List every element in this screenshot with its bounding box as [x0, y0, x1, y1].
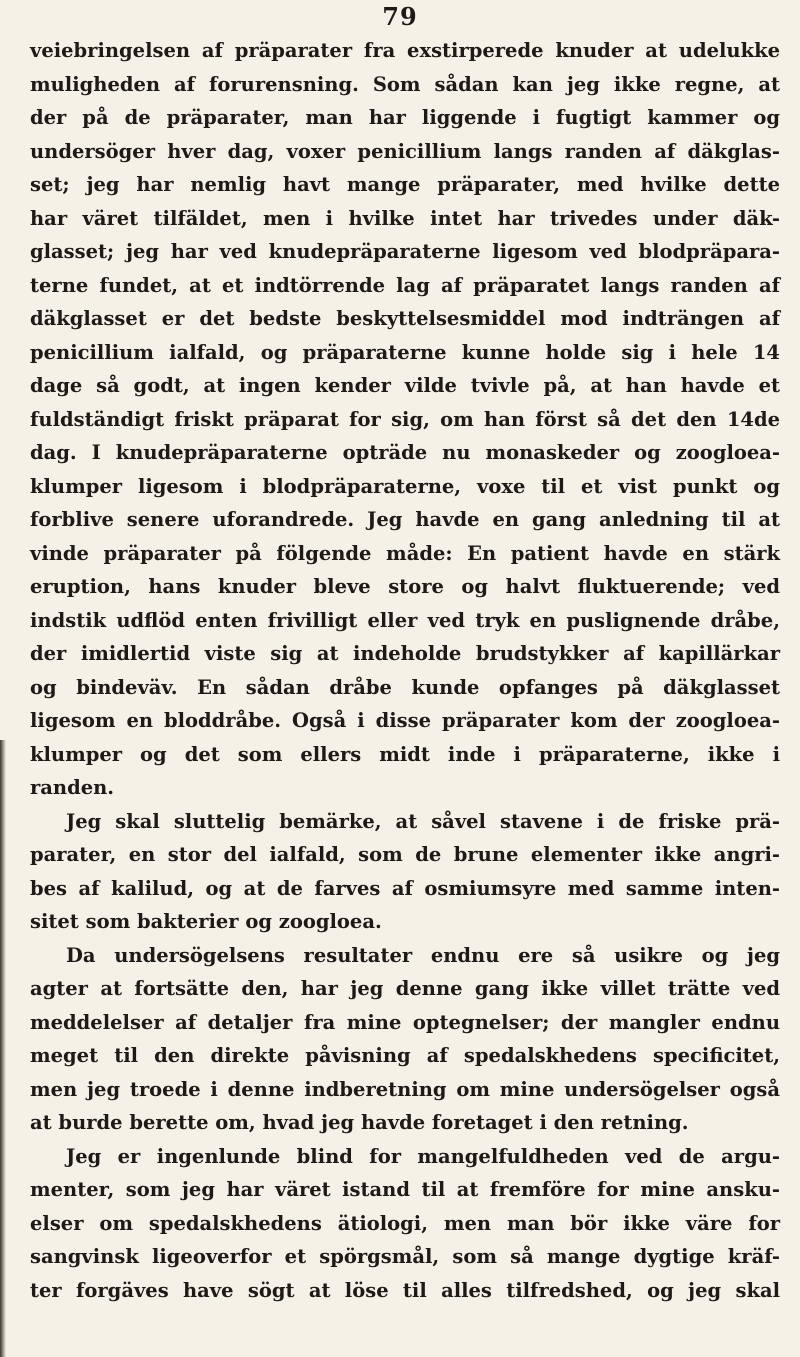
text-line: dag. I knudepräparaterne opträde nu monaskeder og zoogloea- — [30, 441, 780, 464]
text-line: ter forgäves have sögt at löse til alles tilfredshed, og jeg skal — [30, 1278, 780, 1302]
text-line: der på de präparater, man har liggende i fugtigt kammer og — [30, 106, 780, 129]
text-line: indstik udflöd enten frivilligt eller ved tryk en puslignende dråbe, — [30, 608, 780, 632]
text-line: veiebringelsen af präparater fra exstirperede knuder at udelukke — [30, 39, 780, 62]
text-line: muligheden af forurensning. Som sådan kan jeg ikke regne, at — [30, 72, 780, 96]
text-line: eruption, hans knuder bleve store og halvt fluktuerende; ved — [30, 575, 780, 598]
text-line: fuldständigt friskt präparat for sig, om han först så det den 14de — [30, 407, 780, 431]
text-line: glasset; jeg har ved knudepräparaterne ligesom ved blodpräpara- — [30, 240, 780, 263]
text-line: vinde präparater på fölgende måde: En patient havde en stärk — [30, 541, 780, 565]
text-line: meddelelser af detaljer fra mine optegnelser; der mangler endnu — [30, 1010, 780, 1034]
text-line: bes af kalilud, og at de farves af osmiumsyre med samme inten- — [30, 876, 780, 900]
text-line: ligesom en bloddråbe. Også i disse präparater kom der zoogloea- — [30, 709, 780, 732]
text-line: set; jeg har nemlig havt mange präparater, med hvilke dette — [30, 173, 780, 196]
text-line: klumper ligesom i blodpräparaterne, voxe til et vist punkt og — [30, 474, 780, 498]
text-line: klumper og det som ellers midt inde i präparaterne, ikke i — [30, 742, 780, 766]
text-line: der imidlertid viste sig at indeholde brudstykker af kapillärkar — [30, 642, 780, 665]
text-line: randen. — [30, 776, 115, 799]
page-number: 79 — [382, 2, 418, 31]
text-line: Da undersögelsens resultater endnu ere så usikre og jeg — [66, 943, 780, 967]
text-line: agter at fortsätte den, har jeg denne gang ikke villet trätte ved — [30, 977, 780, 1000]
text-line: elser om spedalskhedens ätiologi, men man bör ikke väre for — [30, 1211, 780, 1235]
text-line: parater, en stor del ialfald, som de brune elementer ikke angri- — [30, 843, 780, 866]
text-line: at burde berette om, hvad jeg havde foretaget i den retning. — [30, 1111, 689, 1134]
page-edge-shadow — [0, 740, 6, 1357]
text-line: sitet som bakterier og zoogloea. — [30, 910, 382, 933]
text-line: sangvinsk ligeoverfor et spörgsmål, som så mange dygtige kräf- — [30, 1245, 780, 1268]
text-line: meget til den direkte påvisning af spedalskhedens specificitet, — [30, 1044, 780, 1067]
text-line: forblive senere uforandrede. Jeg havde en gang anledning til at — [30, 508, 780, 531]
text-line: har väret tilfäldet, men i hvilke intet har trivedes under däk- — [30, 206, 780, 230]
text-line: penicillium ialfald, og präparaterne kunne holde sig i hele 14 — [30, 340, 780, 364]
text-line: Jeg er ingenlunde blind for mangelfuldheden ved de argu- — [66, 1144, 780, 1168]
text-line: undersöger hver dag, voxer penicillium langs randen af däkglas- — [30, 139, 780, 163]
text-line: men jeg troede i denne indberetning om mine undersögelser også — [30, 1077, 780, 1101]
text-line: menter, som jeg har väret istand til at fremföre for mine ansku- — [30, 1178, 780, 1201]
body-text — [30, 34, 780, 1307]
text-line: dage så godt, at ingen kender vilde tvivle på, at han havde et — [30, 374, 780, 397]
text-line: og bindeväv. En sådan dråbe kunde opfanges på däkglasset — [30, 675, 780, 699]
text-line: Jeg skal sluttelig bemärke, at såvel stavene i de friske prä- — [66, 809, 780, 833]
text-line: däkglasset er det bedste beskyttelsesmiddel mod indträngen af — [30, 307, 780, 330]
text-line: terne fundet, at et indtörrende lag af präparatet langs randen af — [30, 273, 780, 297]
